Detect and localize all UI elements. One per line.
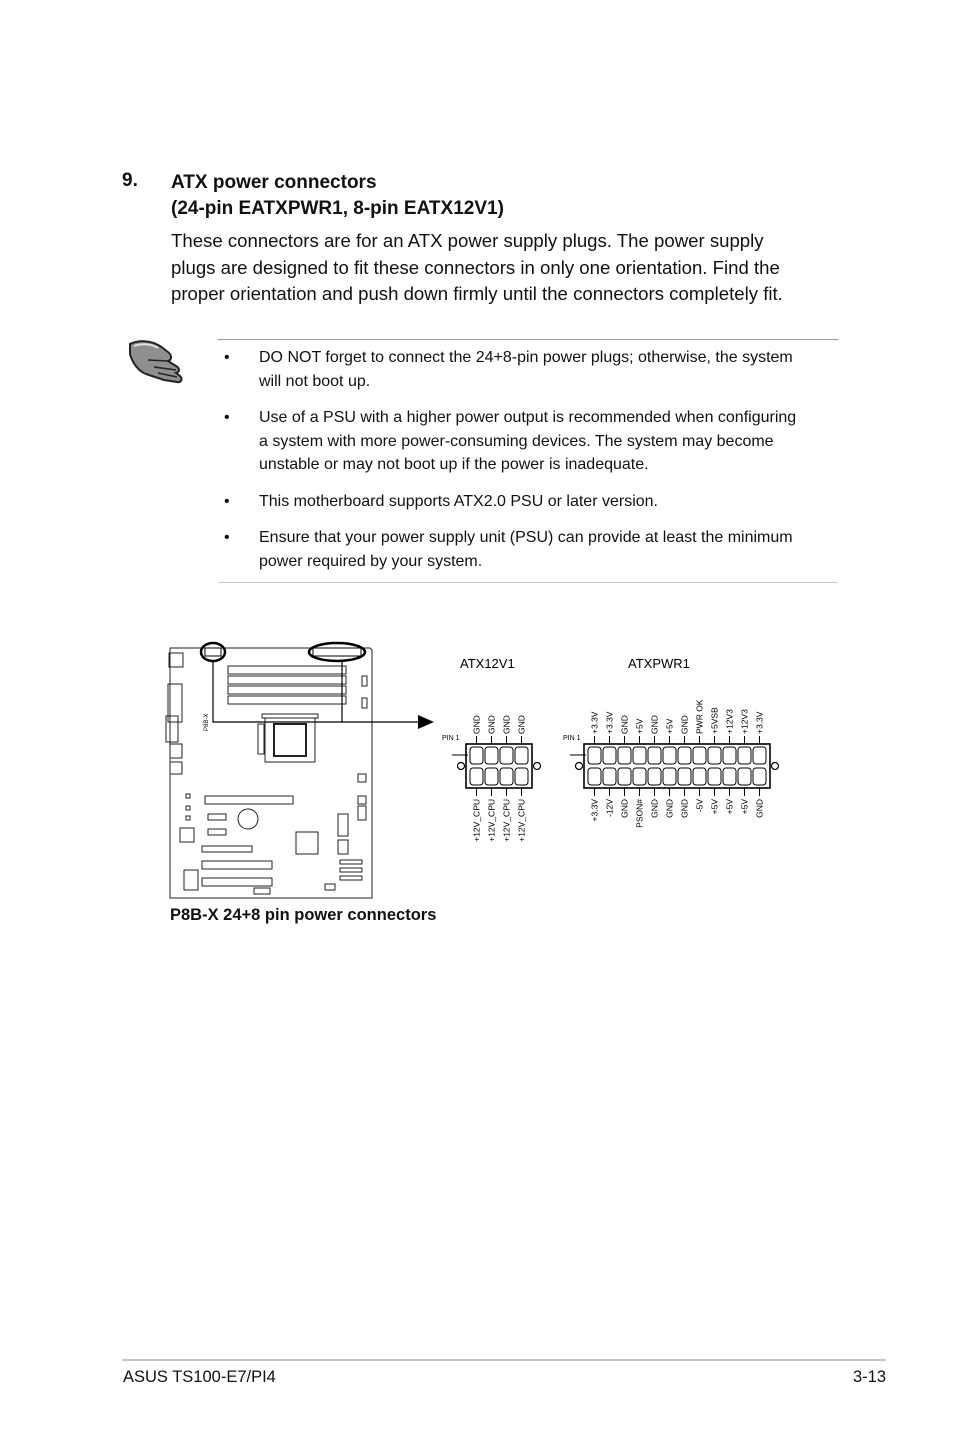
atxpwr-bottom-pin-label: +5V	[709, 799, 720, 815]
bullet-dot: •	[224, 349, 230, 366]
section-title	[171, 170, 504, 222]
bullet-text-line: power required by your system.	[259, 552, 483, 570]
atxpwr-pin1-label: PIN 1	[563, 735, 581, 742]
note-bullet-item	[222, 406, 842, 477]
atxpwr-pin-top	[678, 747, 691, 764]
leader-line	[213, 661, 420, 722]
note-bullet-item	[222, 526, 842, 573]
intro-line: proper orientation and push down firmly until the connectors completely fit.	[171, 283, 783, 304]
footer-divider	[122, 1359, 886, 1361]
atx12v-pin-top	[485, 747, 498, 764]
atxpwr-bottom-pin-label: -12V	[604, 799, 615, 817]
bullet-text-line: This motherboard supports ATX2.0 PSU or later version.	[259, 492, 658, 510]
bullet-dot: •	[224, 409, 230, 426]
atxpwr-pin-bottom	[693, 768, 706, 785]
atxpwr-pin-top	[663, 747, 676, 764]
atxpwr-top-pin-label: +12V3	[739, 709, 750, 734]
board-silk-label: P8B-X	[204, 713, 210, 731]
atx12v-bottom-pin-label: +12V_CPU	[471, 799, 482, 842]
atxpwr-top-pin-label: GND	[649, 715, 660, 734]
atxpwr-pin-bottom	[753, 768, 766, 785]
bullet-text-line: Use of a PSU with a higher power output is recommended when configuring	[259, 409, 797, 426]
power-connector-diagram	[150, 636, 790, 906]
atxpwr-pin-bottom	[633, 768, 646, 785]
atxpwr-top-pin-label: +3.3V	[589, 711, 600, 734]
atxpwr-bottom-pin-label: GND	[649, 799, 660, 818]
atxpwr-bottom-pin-label: GND	[679, 799, 690, 818]
atxpwr-pin-top	[738, 747, 751, 764]
atx12v-top-pin-label: GND	[486, 715, 497, 734]
note-bottom-divider	[218, 582, 838, 583]
atxpwr-latch-right	[772, 763, 779, 770]
atxpwr-board-connector	[313, 648, 361, 656]
atx12v-bottom-pin-label: +12V_CPU	[501, 799, 512, 842]
atxpwr-bottom-pin-label: +5V	[724, 799, 735, 815]
atxpwr-pin-bottom	[618, 768, 631, 785]
atx12v-board-connector	[205, 648, 221, 656]
atxpwr-bottom-pin-label: PSON#	[634, 799, 645, 828]
atx12v-latch-right	[534, 763, 541, 770]
atx12v-title: ATX12V1	[460, 656, 515, 671]
atxpwr-title: ATXPWR1	[628, 656, 690, 671]
bullet-dot: •	[224, 492, 230, 510]
bullet-dot: •	[224, 529, 230, 546]
atx12v-top-pin-label: GND	[516, 715, 527, 734]
atxpwr-top-pin-label: GND	[619, 715, 630, 734]
hand-note-icon	[124, 334, 190, 388]
atx12v-pin-top	[500, 747, 513, 764]
atxpwr-bottom-pin-label: GND	[664, 799, 675, 818]
atxpwr-pin-bottom	[708, 768, 721, 785]
atxpwr-pin-top	[708, 747, 721, 764]
atx12v-top-pin-label: GND	[501, 715, 512, 734]
atx12v-pin-top	[470, 747, 483, 764]
note-bullet-item	[222, 490, 842, 514]
atxpwr-top-pin-label: +5V	[664, 718, 675, 734]
intro-paragraph	[171, 228, 851, 308]
atxpwr-pin-top	[723, 747, 736, 764]
atxpwr-top-pin-label: +3.3V	[754, 711, 765, 734]
atxpwr-pin-bottom	[588, 768, 601, 785]
section-number: 9.	[122, 170, 138, 191]
figure-caption: P8B-X 24+8 pin power connectors	[170, 906, 437, 924]
bullet-text-line: Ensure that your power supply unit (PSU) can provide at least the minimum	[259, 529, 793, 546]
atx12v-pin-bottom	[470, 768, 483, 785]
footer-page-number: 3-13	[852, 1368, 886, 1386]
atxpwr-pin-top	[693, 747, 706, 764]
atxpwr-bottom-pin-label: +3.3V	[589, 799, 600, 822]
atxpwr-latch-left	[576, 763, 583, 770]
atxpwr-bottom-pin-label: GND	[754, 799, 765, 818]
atxpwr-top-pin-label: +12V3	[724, 709, 735, 734]
atxpwr-pin-top	[588, 747, 601, 764]
atx12v-pin-bottom	[485, 768, 498, 785]
atxpwr-pin-top	[753, 747, 766, 764]
bullet-text-line: unstable or may not boot up if the power is inadequate.	[259, 456, 649, 473]
footer-product: ASUS TS100-E7/PI4	[123, 1368, 276, 1386]
pointer-arrow	[418, 715, 434, 729]
atxpwr-bottom-pin-label: -5V	[694, 799, 705, 813]
atxpwr-bottom-pin-label: GND	[619, 799, 630, 818]
atxpwr-pin-top	[633, 747, 646, 764]
atxpwr-pin-top	[648, 747, 661, 764]
intro-line: These connectors are for an ATX power supply plugs. The power supply	[171, 230, 764, 251]
atx12v-pin-top	[515, 747, 528, 764]
bullet-text-line: DO NOT forget to connect the 24+8-pin power plugs; otherwise, the system	[259, 349, 793, 366]
intro-line: plugs are designed to fit these connectors in only one orientation. Find the	[171, 256, 780, 278]
atxpwr-pin-bottom	[663, 768, 676, 785]
atxpwr-pin-top	[618, 747, 631, 764]
atxpwr-pin-bottom	[738, 768, 751, 785]
atxpwr-top-pin-label: +5V	[634, 718, 645, 734]
atxpwr-pin-bottom	[648, 768, 661, 785]
atxpwr-pin-bottom	[678, 768, 691, 785]
atx12v-bottom-pin-label: +12V_CPU	[486, 799, 497, 842]
atx12v-pin1-label: PIN 1	[442, 735, 460, 742]
section-title-line: (24-pin EATXPWR1, 8-pin EATX12V1)	[171, 198, 504, 219]
bullet-text-line: a system with more power-consuming devices. The system may become	[259, 432, 774, 450]
atxpwr-top-pin-label: +5VSB	[709, 707, 720, 734]
atxpwr-top-pin-label: +3.3V	[604, 711, 615, 734]
atxpwr-pin-bottom	[603, 768, 616, 785]
atx12v-latch-left	[458, 763, 465, 770]
atx12v-pin-bottom	[500, 768, 513, 785]
bullet-text-line: will not boot up.	[259, 372, 371, 390]
atxpwr-board-highlight	[309, 643, 365, 661]
atx12v-bottom-pin-label: +12V_CPU	[516, 799, 527, 842]
atxpwr-housing	[584, 744, 770, 788]
atxpwr-pin-top	[603, 747, 616, 764]
section-title-line: ATX power connectors	[171, 172, 377, 193]
atx12v-pin-bottom	[515, 768, 528, 785]
note-bullet-item	[222, 346, 842, 393]
motherboard-layout	[166, 648, 372, 898]
atxpwr-top-pin-label: PWR OK	[694, 699, 705, 734]
note-bullet-list	[222, 346, 842, 586]
atxpwr-bottom-pin-label: +5V	[739, 799, 750, 815]
atx12v-housing	[466, 744, 532, 788]
atxpwr-pin-bottom	[723, 768, 736, 785]
atxpwr-top-pin-label: GND	[679, 715, 690, 734]
atx12v-top-pin-label: GND	[471, 715, 482, 734]
note-top-divider	[218, 339, 838, 340]
